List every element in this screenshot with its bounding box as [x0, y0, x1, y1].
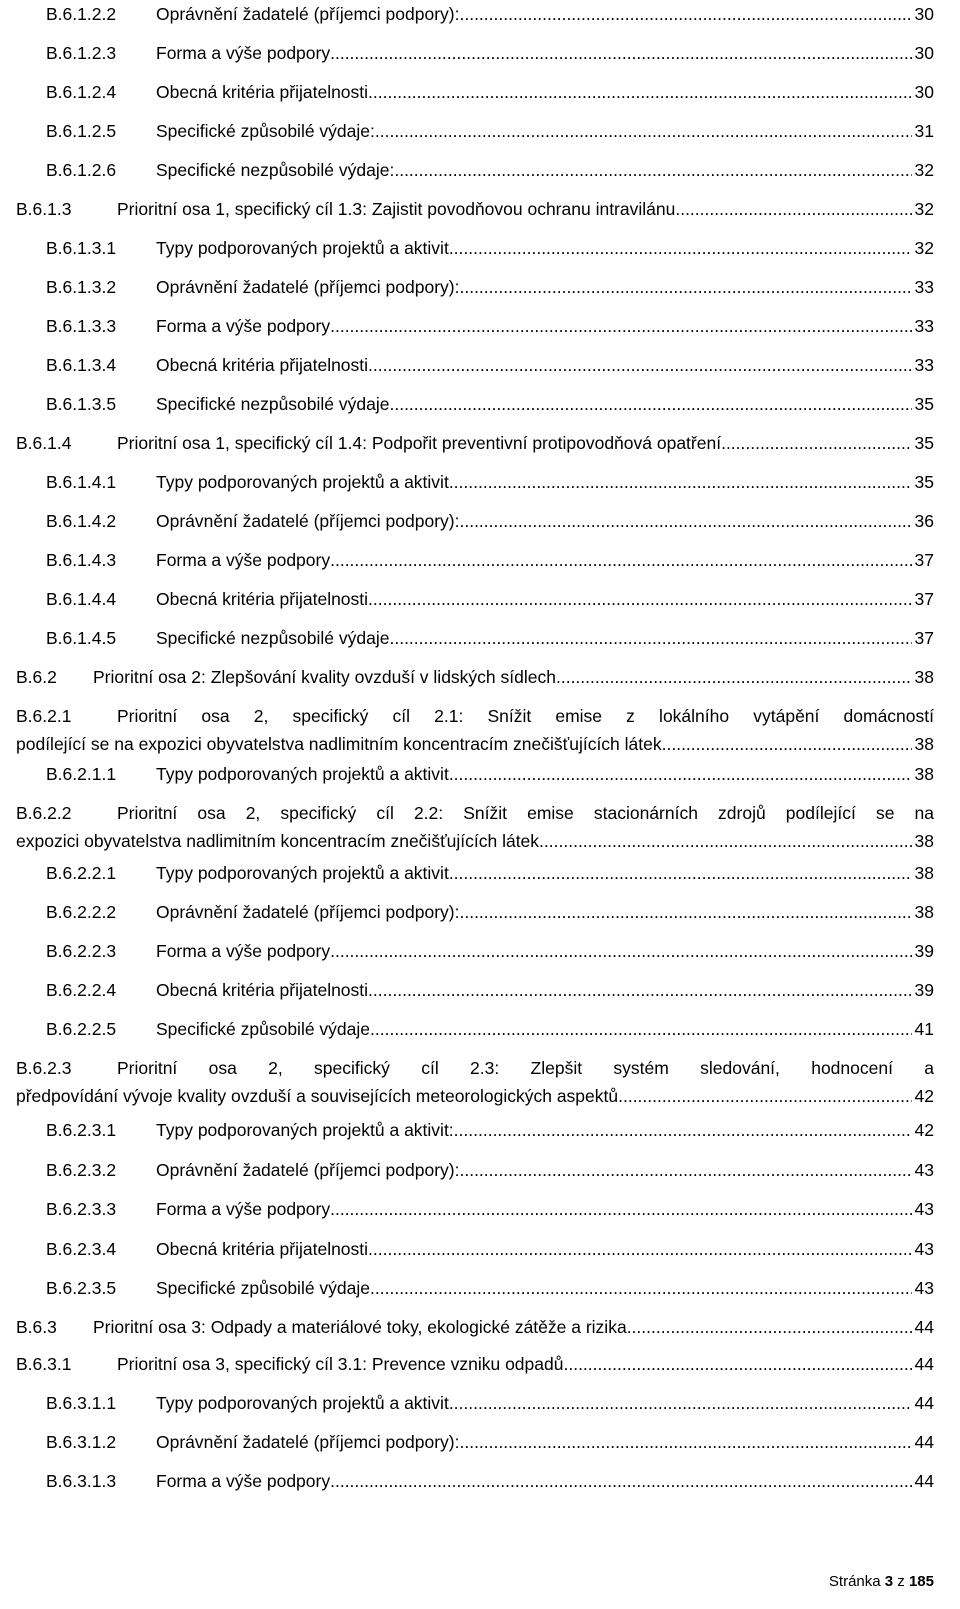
toc-leader	[375, 118, 912, 144]
toc-number: B.6.2.2.2	[46, 902, 117, 922]
toc-title: Oprávnění žadatelé (příjemci podpory):	[156, 1160, 460, 1180]
toc-leader	[459, 1, 911, 27]
toc-page: 32	[914, 199, 934, 219]
toc-leader	[330, 1196, 911, 1222]
toc-number: B.6.1.2.5	[46, 121, 117, 141]
toc-number: B.6.1.3.4	[46, 355, 117, 375]
toc-number: B.6.1.4.5	[46, 628, 117, 648]
toc-page: 30	[914, 4, 934, 24]
toc-page: 44	[914, 1354, 934, 1374]
toc-page: 42	[914, 1086, 934, 1106]
toc-leader	[389, 391, 911, 417]
toc-page: 39	[914, 980, 934, 1000]
toc-number: B.6.2.2.3	[46, 941, 117, 961]
toc-page: 35	[914, 394, 934, 414]
toc-leader	[368, 1236, 911, 1262]
toc-page: 37	[914, 628, 934, 648]
toc-leader	[389, 625, 911, 651]
toc-number: B.6.2.1	[16, 706, 72, 726]
toc-number: B.6.1.4	[16, 433, 72, 453]
toc-number: B.6.2.3.3	[46, 1199, 117, 1219]
toc-leader	[368, 586, 911, 612]
toc-page: 44	[914, 1432, 934, 1452]
toc-title: Typy podporovaných projektů a aktivit:	[156, 1120, 454, 1140]
toc-number: B.6.1.4.2	[46, 511, 117, 531]
toc-page: 35	[914, 472, 934, 492]
toc-number: B.6.3.1.1	[46, 1393, 117, 1413]
toc-page: 33	[914, 277, 934, 297]
toc-title: Oprávnění žadatelé (příjemci podpory):	[156, 277, 460, 297]
toc-leader	[370, 1016, 912, 1042]
toc-number: B.6.2.1.1	[46, 764, 117, 784]
toc-page: 36	[914, 511, 934, 531]
toc-number: B.6.1.3.5	[46, 394, 117, 414]
toc-number: B.6.2.2	[16, 803, 72, 823]
toc-leader	[459, 1157, 911, 1183]
toc-title: Typy podporovaných projektů a aktivit	[156, 863, 449, 883]
toc-leader	[449, 761, 912, 787]
toc-title: Prioritní osa 3: Odpady a materiálové toky, ekologické zátěže a rizika	[93, 1317, 627, 1337]
toc-title: Typy podporovaných projektů a aktivit	[156, 1393, 449, 1413]
toc-page: 31	[914, 121, 934, 141]
toc-title: Forma a výše podpory	[156, 1471, 331, 1491]
toc-leader	[449, 235, 912, 261]
toc-title: Oprávnění žadatelé (příjemci podpory):	[156, 511, 460, 531]
toc-leader	[330, 1468, 911, 1494]
toc-title: Oprávnění žadatelé (příjemci podpory):	[156, 902, 460, 922]
toc-number: B.6.2	[16, 667, 57, 687]
toc-page: 38	[914, 863, 934, 883]
toc-title: Forma a výše podpory	[156, 1199, 331, 1219]
toc-page: 43	[914, 1278, 934, 1298]
toc-number: B.6.2.3.2	[46, 1160, 117, 1180]
toc-title: Obecná kritéria přijatelnosti	[156, 980, 369, 1000]
toc-title: Obecná kritéria přijatelnosti	[156, 589, 369, 609]
toc-leader	[449, 860, 912, 886]
toc-title: Forma a výše podpory	[156, 550, 331, 570]
toc-number: B.6.2.3.1	[46, 1120, 117, 1140]
toc-page: 35	[914, 433, 934, 453]
toc-number: B.6.3.1.2	[46, 1432, 117, 1452]
toc-number: B.6.3.1.3	[46, 1471, 117, 1491]
toc-title: Prioritní osa 1, specifický cíl 1.4: Podpořit preventivní protipovodňová opatření	[117, 433, 722, 453]
toc-title-line1: Prioritní osa 2, specifický cíl 2.2: Snížit emise stacionárních zdrojů podílející se na	[117, 803, 934, 823]
toc-title: Typy podporovaných projektů a aktivit	[156, 238, 449, 258]
toc-leader	[330, 938, 911, 964]
toc-title: Prioritní osa 2: Zlepšování kvality ovzduší v lidských sídlech	[93, 667, 556, 687]
toc-leader	[370, 1275, 912, 1301]
toc-title: Specifické způsobilé výdaje	[156, 1278, 371, 1298]
toc-title: Specifické nezpůsobilé výdaje	[156, 394, 390, 414]
toc-page: 38	[914, 902, 934, 922]
toc-leader	[662, 731, 912, 757]
toc-page: 32	[914, 238, 934, 258]
toc-leader	[627, 1314, 912, 1340]
toc-leader	[556, 664, 912, 690]
footer-current-page: 3	[884, 1573, 894, 1590]
toc-leader	[449, 469, 912, 495]
toc-title: Obecná kritéria přijatelnosti	[156, 1239, 369, 1259]
page-footer	[829, 1572, 934, 1592]
toc-number: B.6.1.4.3	[46, 550, 117, 570]
footer-total-pages: 185	[908, 1573, 934, 1590]
toc-leader	[330, 547, 911, 573]
toc-number: B.6.1.3.3	[46, 316, 117, 336]
footer-label: Stránka	[828, 1573, 881, 1590]
toc-leader	[459, 1429, 911, 1455]
toc-page: 43	[914, 1160, 934, 1180]
toc-title: Oprávnění žadatelé (příjemci podpory):	[156, 4, 460, 24]
toc-leader	[454, 1117, 912, 1143]
toc-page: 38	[914, 831, 934, 851]
toc-title-line2: podílející se na expozici obyvatelstva nadlimitním koncentracím znečišťujících látek	[16, 734, 662, 754]
toc-title: Specifické nezpůsobilé výdaje	[156, 628, 390, 648]
toc-number: B.6.1.2.4	[46, 82, 117, 102]
toc-page: 33	[914, 355, 934, 375]
toc-page: 32	[914, 160, 934, 180]
toc-page: 41	[914, 1019, 934, 1039]
toc-title: Prioritní osa 1, specifický cíl 1.3: Zajistit povodňovou ochranu intravilánu	[117, 199, 676, 219]
toc-title: Typy podporovaných projektů a aktivit	[156, 472, 449, 492]
toc-number: B.6.2.2.5	[46, 1019, 117, 1039]
toc-leader	[721, 430, 911, 456]
toc-leader	[394, 157, 911, 183]
toc-leader	[330, 40, 911, 66]
toc-number: B.6.3.1	[16, 1354, 72, 1374]
toc-number: B.6.3	[16, 1317, 57, 1337]
toc-leader	[563, 1351, 911, 1377]
toc-leader	[368, 79, 911, 105]
toc-leader	[459, 899, 911, 925]
toc-page: 30	[914, 82, 934, 102]
toc-number: B.6.1.4.1	[46, 472, 117, 492]
toc-number: B.6.1.4.4	[46, 589, 117, 609]
toc-leader	[368, 977, 911, 1003]
toc-page: 33	[914, 316, 934, 336]
toc-number: B.6.2.3	[16, 1058, 72, 1078]
toc-leader	[330, 313, 911, 339]
toc-number: B.6.2.3.4	[46, 1239, 117, 1259]
toc-title-line2: expozici obyvatelstva nadlimitním koncentracím znečišťujících látek	[16, 831, 540, 851]
toc-title: Obecná kritéria přijatelnosti	[156, 355, 369, 375]
toc-page: 43	[914, 1239, 934, 1259]
toc-number: B.6.1.3.1	[46, 238, 117, 258]
toc-number: B.6.1.3.2	[46, 277, 117, 297]
toc-title-line1: Prioritní osa 2, specifický cíl 2.3: Zlepšit systém sledování, hodnocení a	[117, 1058, 934, 1078]
toc-leader	[539, 828, 911, 854]
toc-title: Forma a výše podpory	[156, 941, 331, 961]
footer-of: z	[897, 1573, 905, 1590]
toc-title: Typy podporovaných projektů a aktivit	[156, 764, 449, 784]
toc-title: Prioritní osa 3, specifický cíl 3.1: Prevence vzniku odpadů	[117, 1354, 564, 1374]
toc-number: B.6.2.3.5	[46, 1278, 117, 1298]
toc-page: 38	[914, 764, 934, 784]
toc-title-line2: předpovídání vývoje kvality ovzduší a souvisejících meteorologických aspektů	[16, 1086, 619, 1106]
toc-page: 30	[914, 43, 934, 63]
toc-leader	[459, 274, 911, 300]
toc-page: 44	[914, 1471, 934, 1491]
toc-leader	[449, 1390, 912, 1416]
toc-leader	[368, 352, 911, 378]
toc-title: Oprávnění žadatelé (příjemci podpory):	[156, 1432, 460, 1452]
toc-page: 42	[914, 1120, 934, 1140]
toc-page: 43	[914, 1199, 934, 1219]
toc-title: Obecná kritéria přijatelnosti	[156, 82, 369, 102]
toc-number: B.6.2.2.1	[46, 863, 117, 883]
toc-title: Forma a výše podpory	[156, 316, 331, 336]
toc-number: B.6.1.3	[16, 199, 72, 219]
toc-page: 38	[914, 667, 934, 687]
toc-title: Specifické způsobilé výdaje:	[156, 121, 375, 141]
toc-number: B.6.2.2.4	[46, 980, 117, 1000]
toc-number: B.6.1.2.6	[46, 160, 117, 180]
toc-title: Specifické způsobilé výdaje	[156, 1019, 371, 1039]
toc-title: Specifické nezpůsobilé výdaje:	[156, 160, 395, 180]
toc-page: 44	[914, 1393, 934, 1413]
toc-page: 37	[914, 589, 934, 609]
toc-number: B.6.1.2.2	[46, 4, 117, 24]
toc-page: 38	[914, 734, 934, 754]
toc-number: B.6.1.2.3	[46, 43, 117, 63]
toc-page: 37	[914, 550, 934, 570]
toc-page: 39	[914, 941, 934, 961]
toc-leader	[618, 1083, 911, 1109]
toc-page: 44	[914, 1317, 934, 1337]
toc-leader	[675, 196, 911, 222]
toc-title: Forma a výše podpory	[156, 43, 331, 63]
toc-leader	[459, 508, 911, 534]
toc-title-line1: Prioritní osa 2, specifický cíl 2.1: Snížit emise z lokálního vytápění domácností	[117, 706, 934, 726]
